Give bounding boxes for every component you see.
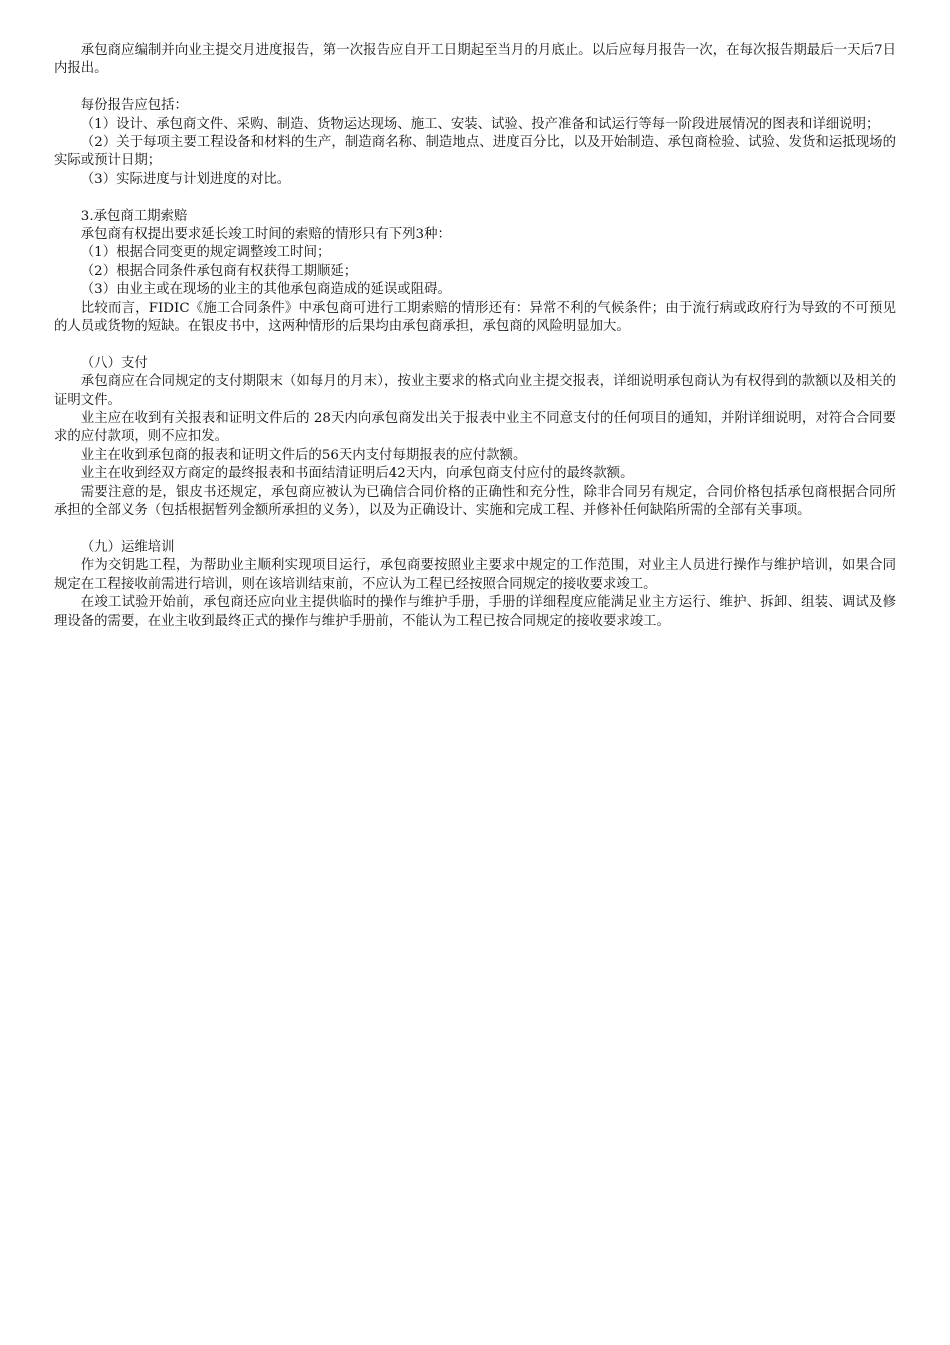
paragraph: 承包商应在合同规定的支付期限末（如每月的月末），按业主要求的格式向业主提交报表，详细说明承包商认为有权得到的款额以及相关的证明文件。: [54, 374, 896, 408]
paragraph-spacer: [54, 189, 896, 207]
paragraph-spacer: [54, 79, 896, 97]
list-item: （3）实际进度与计划进度的对比。: [80, 171, 291, 187]
paragraph-spacer: [54, 336, 896, 354]
paragraph: 业主在收到承包商的报表和证明文件后的56天内支付每期报表的应付款额。: [80, 447, 527, 463]
paragraph-progress-report: 承包商应编制并向业主提交月进度报告，第一次报告应自开工日期起至当月的月底止。以后应每月报告一次，在每次报告期最后一天后7日内报出。: [54, 43, 896, 77]
list-item: （1）根据合同变更的规定调整竣工时间；: [80, 245, 331, 261]
list-item: （2）关于每项主要工程设备和材料的生产，制造商名称、制造地点、进度百分比，以及开始制造、承包商检验、试验、发货和运抵现场的实际或预计日期；: [54, 135, 896, 169]
list-item: （1）设计、承包商文件、采购、制造、货物运达现场、施工、安装、试验、投产准备和试运行等每一阶段进展情况的图表和详细说明；: [80, 116, 880, 132]
document-page: [54, 42, 896, 631]
section-heading: 3.承包商工期索赔: [80, 208, 188, 224]
section-heading: （九）运维培训: [80, 539, 175, 555]
paragraph-report-contents: 每份报告应包括：: [80, 98, 188, 114]
paragraph: 承包商有权提出要求延长竣工时间的索赔的情形只有下列3种：: [80, 227, 451, 243]
paragraph: 作为交钥匙工程，为帮助业主顺利实现项目运行，承包商要按照业主要求中规定的工作范围，对业主人员进行操作与维护培训，如果合同规定在工程接收前需进行培训，则在该培训结束前，不应认为工程已经按照合同规定的接收要求竣工。: [54, 558, 896, 592]
paragraph: 比较而言，FIDIC《施工合同条件》中承包商可进行工期索赔的情形还有：异常不利的气候条件；由于流行病或政府行为导致的不可预见的人员或货物的短缺。在银皮书中，这两种情形的后果均由承包商承担，承包商的风险明显加大。: [54, 300, 896, 335]
list-item: （2）根据合同条件承包商有权获得工期顺延；: [80, 263, 358, 279]
list-item: （3）由业主或在现场的业主的其他承包商造成的延误或阻碍。: [80, 282, 451, 298]
paragraph-spacer: [54, 521, 896, 539]
paragraph: 需要注意的是，银皮书还规定，承包商应被认为已确信合同价格的正确性和充分性，除非合同另有规定，合同价格包括承包商根据合同所承担的全部义务（包括根据暂列金额所承担的义务），以及为正确设计、实施和完成工程、并修补任何缺陷所需的全部有关事项。: [54, 484, 896, 519]
paragraph: 在竣工试验开始前，承包商还应向业主提供临时的操作与维护手册，手册的详细程度应能满足业主方运行、维护、拆卸、组装、调试及修理设备的需要，在业主收到最终正式的操作与维护手册前，不能认为工程已按合同规定的接收要求竣工。: [54, 595, 896, 629]
section-heading: （八）支付: [80, 355, 148, 371]
paragraph: 业主在收到经双方商定的最终报表和书面结清证明后42天内，向承包商支付应付的最终款额。: [80, 466, 634, 482]
paragraph: 业主应在收到有关报表和证明文件后的 28天内向承包商发出关于报表中业主不同意支付的任何项目的通知，并附详细说明，对符合合同要求的应付款项，则不应扣发。: [54, 411, 896, 445]
